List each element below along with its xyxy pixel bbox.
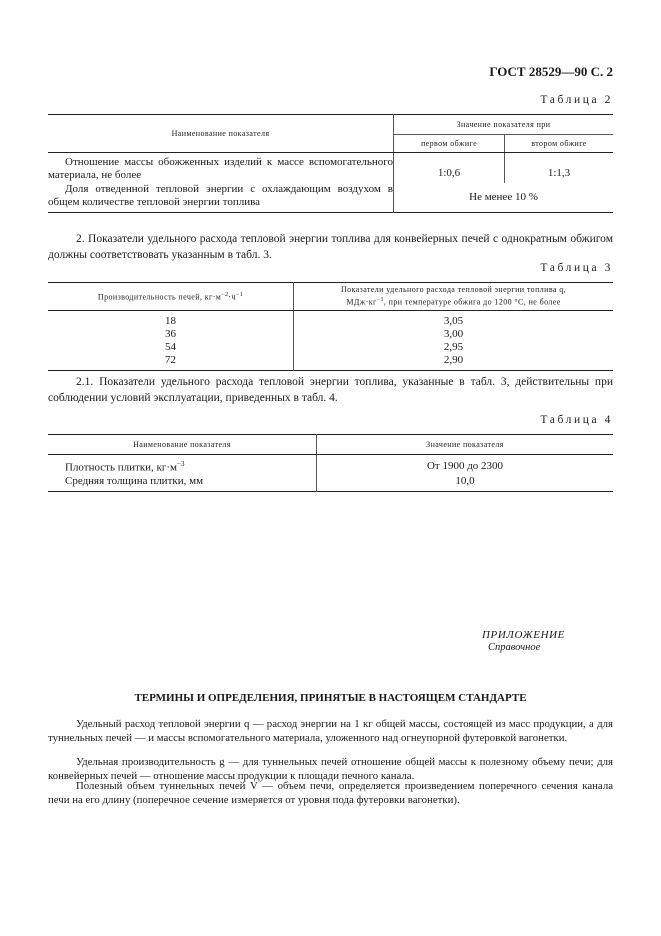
appendix-title: ПРИЛОЖЕНИЕ [482,629,565,641]
table3-q: 2,95 [443,341,464,353]
terms-paragraph-1: Удельный расход тепловой энергии q — расход энергии на 1 кг общей массы, состоящей из масс продукции, а для туннельных печей — и массы вспомогательного материала, уложенного над огнеупорной футеровкой вагонетки. [48,718,613,744]
table4-row1-value: От 1900 до 2300 [426,459,504,472]
table3-q: 3,05 [443,315,464,327]
table3 [48,282,613,371]
table4-row1-name: Плотность плитки, $кг\cdot м^{-3}$ [48,455,317,475]
table2-row1-first: 1:0,6 [394,153,505,183]
table3-col-productivity: Производительность печей, $кг\cdot м^{-2}\cdot ч^{-1}$ [48,283,294,311]
table4-row2-name: Средняя толщина плитки, мм [48,475,317,492]
table3-q: 3,00 [443,328,464,340]
table2-row1-second: 1:1,3 [547,167,571,180]
table4 [48,434,613,492]
table-row [48,328,613,341]
table4-caption: Таблица 4 [540,414,613,426]
table2-caption: Таблица 2 [540,94,613,106]
table2-col-name: Наименование показателя [48,115,394,153]
table3-q: 2,90 [443,354,464,366]
table2-col-first: первом обжиге [394,135,505,153]
table2-col-second: втором обжиге [505,135,614,153]
paragraph-2-1: 2.1. Показатели удельного расхода тепловой энергии топлива, указанные в табл. 3, действительны при соблюдении условий эксплуатации, приведенных в табл. 4. [48,376,613,404]
table-row [48,455,613,475]
table3-col-consumption: Показатели удельного расхода тепловой энергии топлива q, $МДж\cdot кг^{-1}$, при температуре обжига до 1200 °С, не более [294,283,614,311]
table3-caption: Таблица 3 [540,262,613,274]
table2-row2-merged: Не менее 10 % [469,190,538,203]
table2-row1-name: Отношение массы обожженных изделий к массе вспомогательного материала, не более [48,153,394,183]
terms-paragraph-3: Полезный объем туннельных печей V — объем печи, определяется произведением поперечного сечения канала печи на его длину (поперечное сечение измеряется от уровня пода футеровки вагонетки). [48,780,613,806]
table-row [48,183,613,213]
table3-p: 36 [48,328,294,341]
appendix-subtitle: Справочное [488,642,541,653]
table3-p: 72 [48,354,294,371]
table2-col-value-group: Значение показателя при [394,115,614,135]
table-row [48,475,613,492]
table3-p: 18 [48,311,294,329]
table3-p: 54 [48,341,294,354]
table-row [48,311,613,329]
table4-col-value: Значение показателя [317,435,614,455]
terms-paragraph-2: Удельная производительность g — для туннельных печей отношение общей массы к полезному объему печи; для конвейерных печей — отношение массы продукции к площади печного канала. [48,756,613,782]
table-row [48,354,613,371]
table-row [48,341,613,354]
table4-row2-value: 10,0 [455,474,475,487]
table2-row2-name: Доля отведенной тепловой энергии с охлаждающим воздухом в общем количестве тепловой энергии топлива [48,183,394,213]
table4-col-name: Наименование показателя [48,435,317,455]
paragraph-2: 2. Показатели удельного расхода тепловой энергии топлива для конвейерных печей с однократным обжигом должны соответствовать указанным в табл. 3. [48,233,613,261]
document-header: ГОСТ 28529—90 С. 2 [489,64,613,79]
terms-heading: ТЕРМИНЫ И ОПРЕДЕЛЕНИЯ, ПРИНЯТЫЕ В НАСТОЯЩЕМ СТАНДАРТЕ [134,692,527,704]
table2 [48,114,613,213]
table-row [48,153,613,183]
